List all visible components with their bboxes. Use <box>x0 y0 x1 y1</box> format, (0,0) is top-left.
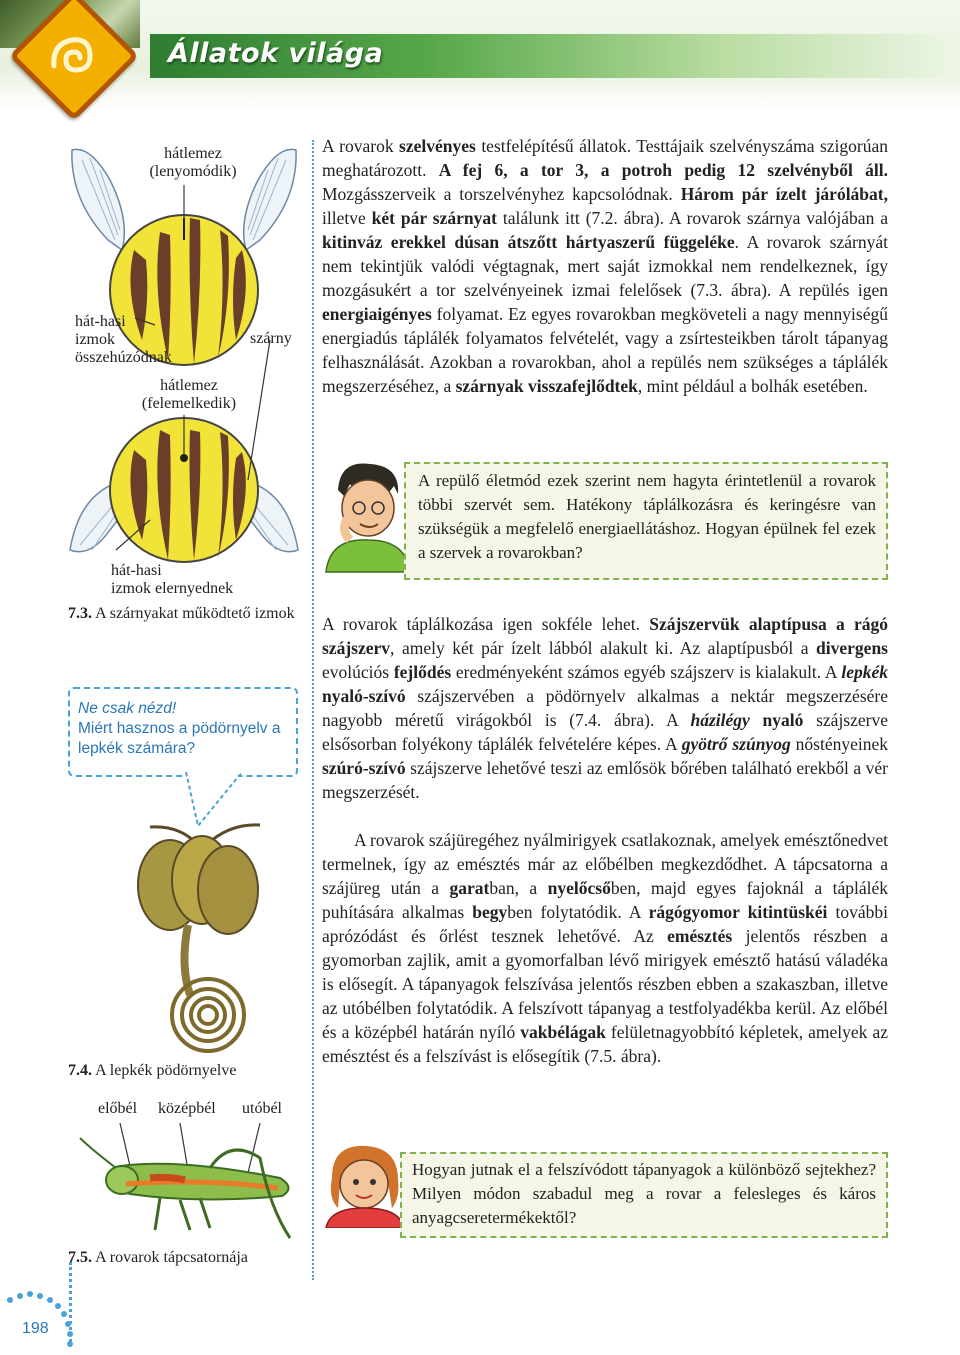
bold-term: nyelőcső <box>547 878 611 898</box>
callout-box <box>68 687 298 777</box>
label-foregut: előbél <box>98 1100 138 1117</box>
bold-term: vakbélágak <box>520 1022 606 1042</box>
text-run: nőstényeinek <box>790 734 888 754</box>
text-run: Mozgásszerveik a torszelvényhez kapcsolódnak. <box>322 184 681 204</box>
bold-term: emésztés <box>667 926 733 946</box>
text-run: testfelépítésű állatok. Testtájaik szelvényszáma szigorúan meghatározott. <box>322 136 888 180</box>
text-run <box>750 710 763 730</box>
caption-7-3 <box>68 604 300 624</box>
bold-term: rágógyomor kitintüskéi <box>648 902 828 922</box>
text-run: A rovarok <box>322 136 400 156</box>
question-text: Hogyan jutnak el a felszívódott tápanyagok a különböző sejtekhez? Milyen módon szabadul meg a rovar a felesleges és káros anyagcseretermékektől? <box>412 1160 876 1227</box>
caption-number: 7.5. <box>68 1249 92 1266</box>
text-run: további aprózódást és őrlést tesznek lehetővé. Az <box>322 902 888 946</box>
text-run: eredményeként számos egyéb szájszerv is kialakult. A <box>451 662 842 682</box>
paragraph-mouthparts <box>322 612 888 804</box>
bold-term: divergens <box>816 638 888 658</box>
text-run: , mint például a bolhák esetében. <box>637 376 868 396</box>
bold-term: fejlődés <box>393 662 452 682</box>
bold-term: szúró-szívó <box>322 758 406 778</box>
paragraph-body-plan <box>322 134 888 398</box>
thinking-boy-illustration <box>320 460 410 575</box>
text-run: . A rovarok szárnyát nem tekintjük valódi végtagnak, mert saját izmokkal nem rendelkeznek, így mozgásukért a tor szelvényeinek izmai felelősek (7.3. ábra). A repülés igen <box>322 232 888 300</box>
text-run: , amely két pár ízelt lábból alakult ki. Az alaptípusból a <box>390 638 817 658</box>
text-run: találunk itt (7.2. ábra). A rovarok szárnya valójában a <box>496 208 889 228</box>
bold-term: begy <box>472 902 508 922</box>
column-divider <box>312 140 314 1280</box>
grasshopper-digestive-illustration <box>60 1118 305 1248</box>
label-upper-plate: hátlemez (lenyomódik) <box>149 145 237 180</box>
label-muscles-relax: hát-hasi izmok elernyednek <box>111 562 234 597</box>
text-run: ban, a <box>489 878 548 898</box>
bold-term: nyaló-szívó <box>322 686 406 706</box>
caption-text: A lepkék pödörnyelve <box>92 1062 237 1079</box>
text-run: evolúciós <box>322 662 394 682</box>
species-term: lepkék <box>841 662 888 682</box>
species-term: házilégy <box>690 710 750 730</box>
text-run: ben, majd egyes fajoknál a táplálék puhítására alkalmas <box>322 878 888 922</box>
caption-7-4 <box>68 1061 236 1081</box>
question-box-transport <box>400 1152 888 1238</box>
bold-term: A fej 6, a tor 3, a potroh pedig 12 szelvényből áll. <box>438 160 888 180</box>
caption-text: A szárnyakat működtető izmok <box>92 605 295 622</box>
text-run: A rovarok szájüregéhez nyálmirigyek csatlakoznak, amelyek emésztőnedvet termelnek, így az emésztés már az előbélben megkezdődhet. A tápcsatorna a szájüreg után a <box>322 830 889 898</box>
callout-text: Miért hasznos a pödörnyelv a lepkék számára? <box>78 720 281 757</box>
text-run: folyamat. Ez egyes rovarokban megköveteli a nagy mennyiségű energiadús táplálék folyamatos felvételét, vagy a zsírtesteikben tárolt tápanyag felhasználását. Azokban a rovarokban, ahol a repülés nem szükséges a táplálék megszerzéséhez, a <box>322 304 888 396</box>
text-run: ben folytatódik. A <box>507 902 649 922</box>
butterfly-proboscis-illustration <box>110 815 280 1065</box>
text-run: illetve <box>322 208 372 228</box>
bold-term: két pár szárnyat <box>371 208 497 228</box>
text-run: jelentős részben a gyomorban zajlik, amit a gyomorfalban lévő mirigyek emésztő hatású váladéka is elősegít. A tápanyagok felszívása jelentős részben ebben a szakaszban, illetve az utóbélben folytatódik. A felszívott tápanyag a testfolyadékba kerül. Az előbél és a középbél határán nyíló <box>322 926 888 1042</box>
chapter-title: Állatok világa <box>168 38 384 69</box>
bold-term: energiaigényes <box>322 304 432 324</box>
paragraph-digestion <box>322 828 888 1068</box>
bold-term: kitinváz erekkel dúsan átszőtt hártyaszerű függeléke <box>322 232 735 252</box>
bold-term: nyaló <box>762 710 804 730</box>
caption-7-5 <box>68 1248 248 1268</box>
bold-term: szárnyak visszafejlődtek <box>455 376 638 396</box>
label-midgut: középbél <box>158 1100 216 1117</box>
caption-text: A rovarok tápcsatornája <box>92 1249 248 1266</box>
question-box-organs <box>404 462 888 580</box>
bold-term: garat <box>449 878 490 898</box>
text-run: szájszervében a pödörnyelv alkalmas a nektár megszerzésére nagyobb méretű virágokból is (7.4. ábra). A <box>322 686 888 730</box>
text-run: felületnagyobbító képletek, amelyek az emésztést és a felszívást is elősegítik (7.5. ábra). <box>322 1022 888 1066</box>
label-wing: szárny <box>250 330 292 347</box>
thinking-girl-illustration <box>318 1138 408 1228</box>
text-run: A rovarok táplálkozása igen sokféle lehet. <box>322 614 650 634</box>
page-number: 198 <box>22 1320 49 1337</box>
text-run: szájszerve lehetővé teszi az emlősök bőrében található erekből a vér megszerzését. <box>322 758 888 802</box>
bold-term: Szájszervük alaptípusa a rágó szájszerv <box>322 614 888 658</box>
species-term: gyötrő szúnyog <box>681 734 791 754</box>
bold-term: szelvényes <box>399 136 476 156</box>
question-text: A repülő életmód ezek szerint nem hagyta érintetlenül a rovarok többi szervét sem. Hatékony táplálkozásra és keringésre van szükségük a megfelelő energiaellátáshoz. Hogyan épülnek fel ezek a szervek a rovarokban? <box>418 471 876 562</box>
snail-shell-icon <box>44 26 102 84</box>
label-lower-plate: hátlemez (felemelkedik) <box>141 377 237 412</box>
caption-number: 7.4. <box>68 1062 92 1079</box>
callout-title: Ne csak nézd! <box>78 700 177 717</box>
label-hindgut: utóbél <box>242 1100 282 1117</box>
label-muscles-contract: hát-hasi izmok összehúzódnak <box>75 313 172 366</box>
text-run: szájszerve elsősorban folyékony táplálék felvételére képes. A <box>322 710 888 754</box>
bold-term: Három pár ízelt járólábat, <box>680 184 888 204</box>
caption-number: 7.3. <box>68 605 92 622</box>
